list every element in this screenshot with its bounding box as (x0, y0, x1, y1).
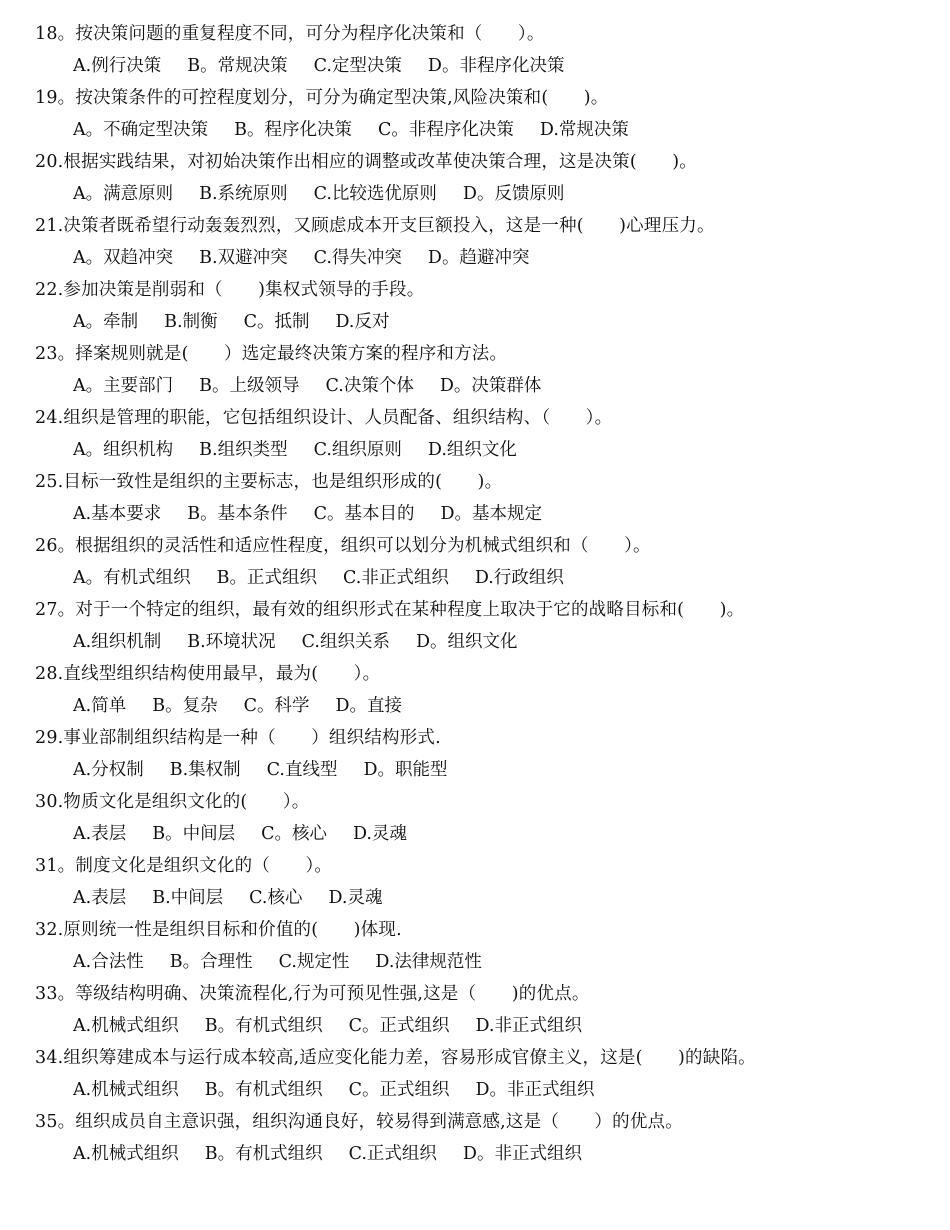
option-row (0, 114, 950, 146)
answer-option: B。上级领导 (199, 376, 300, 396)
option-row (0, 1010, 950, 1042)
answer-option: C.定型决策 (313, 56, 402, 76)
answer-option: A.基本要求 (73, 504, 162, 524)
answer-option: B.集权制 (169, 760, 241, 780)
answer-option: A。不确定型决策 (73, 120, 209, 140)
question-stem: 32.原则统一性是组织目标和价值的( )体现. (35, 920, 402, 940)
answer-option: A.分权制 (73, 760, 144, 780)
answer-option: D。非正式组织 (462, 1144, 582, 1164)
answer-option: D。基本规定 (440, 504, 542, 524)
question-stem: 29.事业部制组织结构是一种（ ）组织结构形式. (35, 728, 441, 748)
answer-option: A.机械式组织 (73, 1080, 179, 1100)
answer-option: C.非正式组织 (343, 568, 449, 588)
answer-option: C。抵制 (243, 312, 310, 332)
question-item (0, 18, 950, 82)
question-item (0, 722, 950, 786)
answer-option: D。反馈原则 (462, 184, 565, 204)
question-item (0, 1106, 950, 1170)
answer-option: C.决策个体 (325, 376, 414, 396)
answer-option: D.灵魂 (352, 824, 407, 844)
answer-option: C。正式组织 (348, 1016, 450, 1036)
answer-option: C。核心 (261, 824, 327, 844)
question-stem: 22.参加决策是削弱和（ )集权式领导的手段。 (35, 280, 425, 300)
answer-option: A.合法性 (73, 952, 144, 972)
question-stem: 35。组织成员自主意识强，组织沟通良好，较易得到满意感,这是（ ）的优点。 (35, 1112, 683, 1132)
option-row (0, 242, 950, 274)
answer-option: B。有机式组织 (204, 1016, 323, 1036)
answer-option: B。有机式组织 (204, 1144, 323, 1164)
answer-option: A.表层 (73, 824, 127, 844)
question-item (0, 850, 950, 914)
question-stem: 33。等级结构明确、决策流程化,行为可预见性强,这是（ )的优点。 (35, 984, 590, 1004)
answer-option: B.系统原则 (199, 184, 288, 204)
answer-option: D.常规决策 (539, 120, 629, 140)
question-item (0, 338, 950, 402)
question-stem: 34.组织筹建成本与运行成本较高,适应变化能力差，容易形成官僚主义，这是( )的缺陷。 (35, 1048, 756, 1068)
answer-option: A.表层 (73, 888, 127, 908)
answer-option: D.反对 (335, 312, 390, 332)
answer-option: B.组织类型 (199, 440, 288, 460)
option-row (0, 882, 950, 914)
question-stem: 31。制度文化是组织文化的（ ）。 (35, 856, 333, 876)
answer-option: B。复杂 (152, 696, 218, 716)
option-row (0, 434, 950, 466)
question-list (0, 18, 950, 1170)
option-row (0, 178, 950, 210)
answer-option: D。决策群体 (439, 376, 542, 396)
answer-option: D。趋避冲突 (427, 248, 530, 268)
option-row (0, 946, 950, 978)
answer-option: C。科学 (243, 696, 310, 716)
option-row (0, 50, 950, 82)
option-row (0, 306, 950, 338)
answer-option: D.行政组织 (474, 568, 564, 588)
option-row (0, 370, 950, 402)
option-row (0, 690, 950, 722)
question-item (0, 466, 950, 530)
answer-option: B。基本条件 (187, 504, 288, 524)
answer-option: B。正式组织 (216, 568, 318, 588)
answer-option: C.规定性 (278, 952, 350, 972)
option-row (0, 1138, 950, 1170)
question-stem: 18。按决策问题的重复程度不同，可分为程序化决策和（ ）。 (35, 24, 545, 44)
option-row (0, 626, 950, 658)
option-row (0, 818, 950, 850)
answer-option: A.组织机制 (73, 632, 162, 652)
answer-option: A。主要部门 (73, 376, 174, 396)
answer-option: B.制衡 (164, 312, 218, 332)
option-row (0, 754, 950, 786)
question-stem: 30.物质文化是组织文化的( ）。 (35, 792, 310, 812)
question-stem: 23。择案规则就是( ）选定最终决策方案的程序和方法。 (35, 344, 508, 364)
question-stem: 20.根据实践结果，对初始决策作出相应的调整或改革使决策合理，这是决策( )。 (35, 152, 697, 172)
answer-option: D.非正式组织 (475, 1016, 582, 1036)
answer-option: D.法律规范性 (375, 952, 482, 972)
option-row (0, 562, 950, 594)
question-stem: 24.组织是管理的职能，它包括组织设计、人员配备、组织结构、（ ）。 (35, 408, 613, 428)
question-item (0, 274, 950, 338)
answer-option: A。满意原则 (73, 184, 174, 204)
answer-option: C.比较选优原则 (313, 184, 437, 204)
question-stem: 25.目标一致性是组织的主要标志，也是组织形成的( )。 (35, 472, 503, 492)
answer-option: C.得失冲突 (313, 248, 402, 268)
answer-option: B。程序化决策 (234, 120, 353, 140)
answer-option: C.正式组织 (348, 1144, 437, 1164)
answer-option: B.环境状况 (187, 632, 276, 652)
question-item (0, 210, 950, 274)
answer-option: C.组织关系 (301, 632, 390, 652)
question-item (0, 82, 950, 146)
answer-option: C。基本目的 (313, 504, 415, 524)
answer-option: A.例行决策 (73, 56, 162, 76)
answer-option: B.双避冲突 (199, 248, 288, 268)
question-item (0, 914, 950, 978)
question-item (0, 786, 950, 850)
answer-option: A。牵制 (73, 312, 139, 332)
question-stem: 19。按决策条件的可控程度划分，可分为确定型决策,风险决策和( )。 (35, 88, 609, 108)
answer-option: C.核心 (249, 888, 303, 908)
question-item (0, 1042, 950, 1106)
answer-option: C。正式组织 (348, 1080, 450, 1100)
answer-option: B。常规决策 (187, 56, 288, 76)
answer-option: D.组织文化 (427, 440, 517, 460)
answer-option: B。有机式组织 (204, 1080, 323, 1100)
option-row (0, 1074, 950, 1106)
answer-option: D。直接 (335, 696, 402, 716)
answer-option: A.机械式组织 (73, 1144, 179, 1164)
answer-option: B.中间层 (152, 888, 224, 908)
answer-option: C。非程序化决策 (378, 120, 514, 140)
answer-option: D。职能型 (363, 760, 448, 780)
question-item (0, 402, 950, 466)
answer-option: A.简单 (73, 696, 127, 716)
answer-option: C.直线型 (266, 760, 338, 780)
answer-option: B。合理性 (169, 952, 253, 972)
answer-option: A。双趋冲突 (73, 248, 174, 268)
question-item (0, 530, 950, 594)
answer-option: D。非程序化决策 (427, 56, 565, 76)
question-item (0, 594, 950, 658)
answer-option: B。中间层 (152, 824, 236, 844)
question-stem: 21.决策者既希望行动轰轰烈烈，又顾虑成本开支巨额投入，这是一种( )心理压力。 (35, 216, 715, 236)
answer-option: D.灵魂 (328, 888, 383, 908)
answer-option: A.机械式组织 (73, 1016, 179, 1036)
answer-option: C.组织原则 (313, 440, 402, 460)
question-stem: 28.直线型组织结构使用最早，最为( ）。 (35, 664, 381, 684)
option-row (0, 498, 950, 530)
question-item (0, 146, 950, 210)
question-item (0, 978, 950, 1042)
question-stem: 26。根据组织的灵活性和适应性程度，组织可以划分为机械式组织和（ ）。 (35, 536, 651, 556)
question-stem: 27。对于一个特定的组织，最有效的组织形式在某种程度上取决于它的战略目标和( )。 (35, 600, 745, 620)
answer-option: A。组织机构 (73, 440, 174, 460)
answer-option: A。有机式组织 (73, 568, 191, 588)
answer-option: D。非正式组织 (475, 1080, 595, 1100)
answer-option: D。组织文化 (415, 632, 518, 652)
question-item (0, 658, 950, 722)
